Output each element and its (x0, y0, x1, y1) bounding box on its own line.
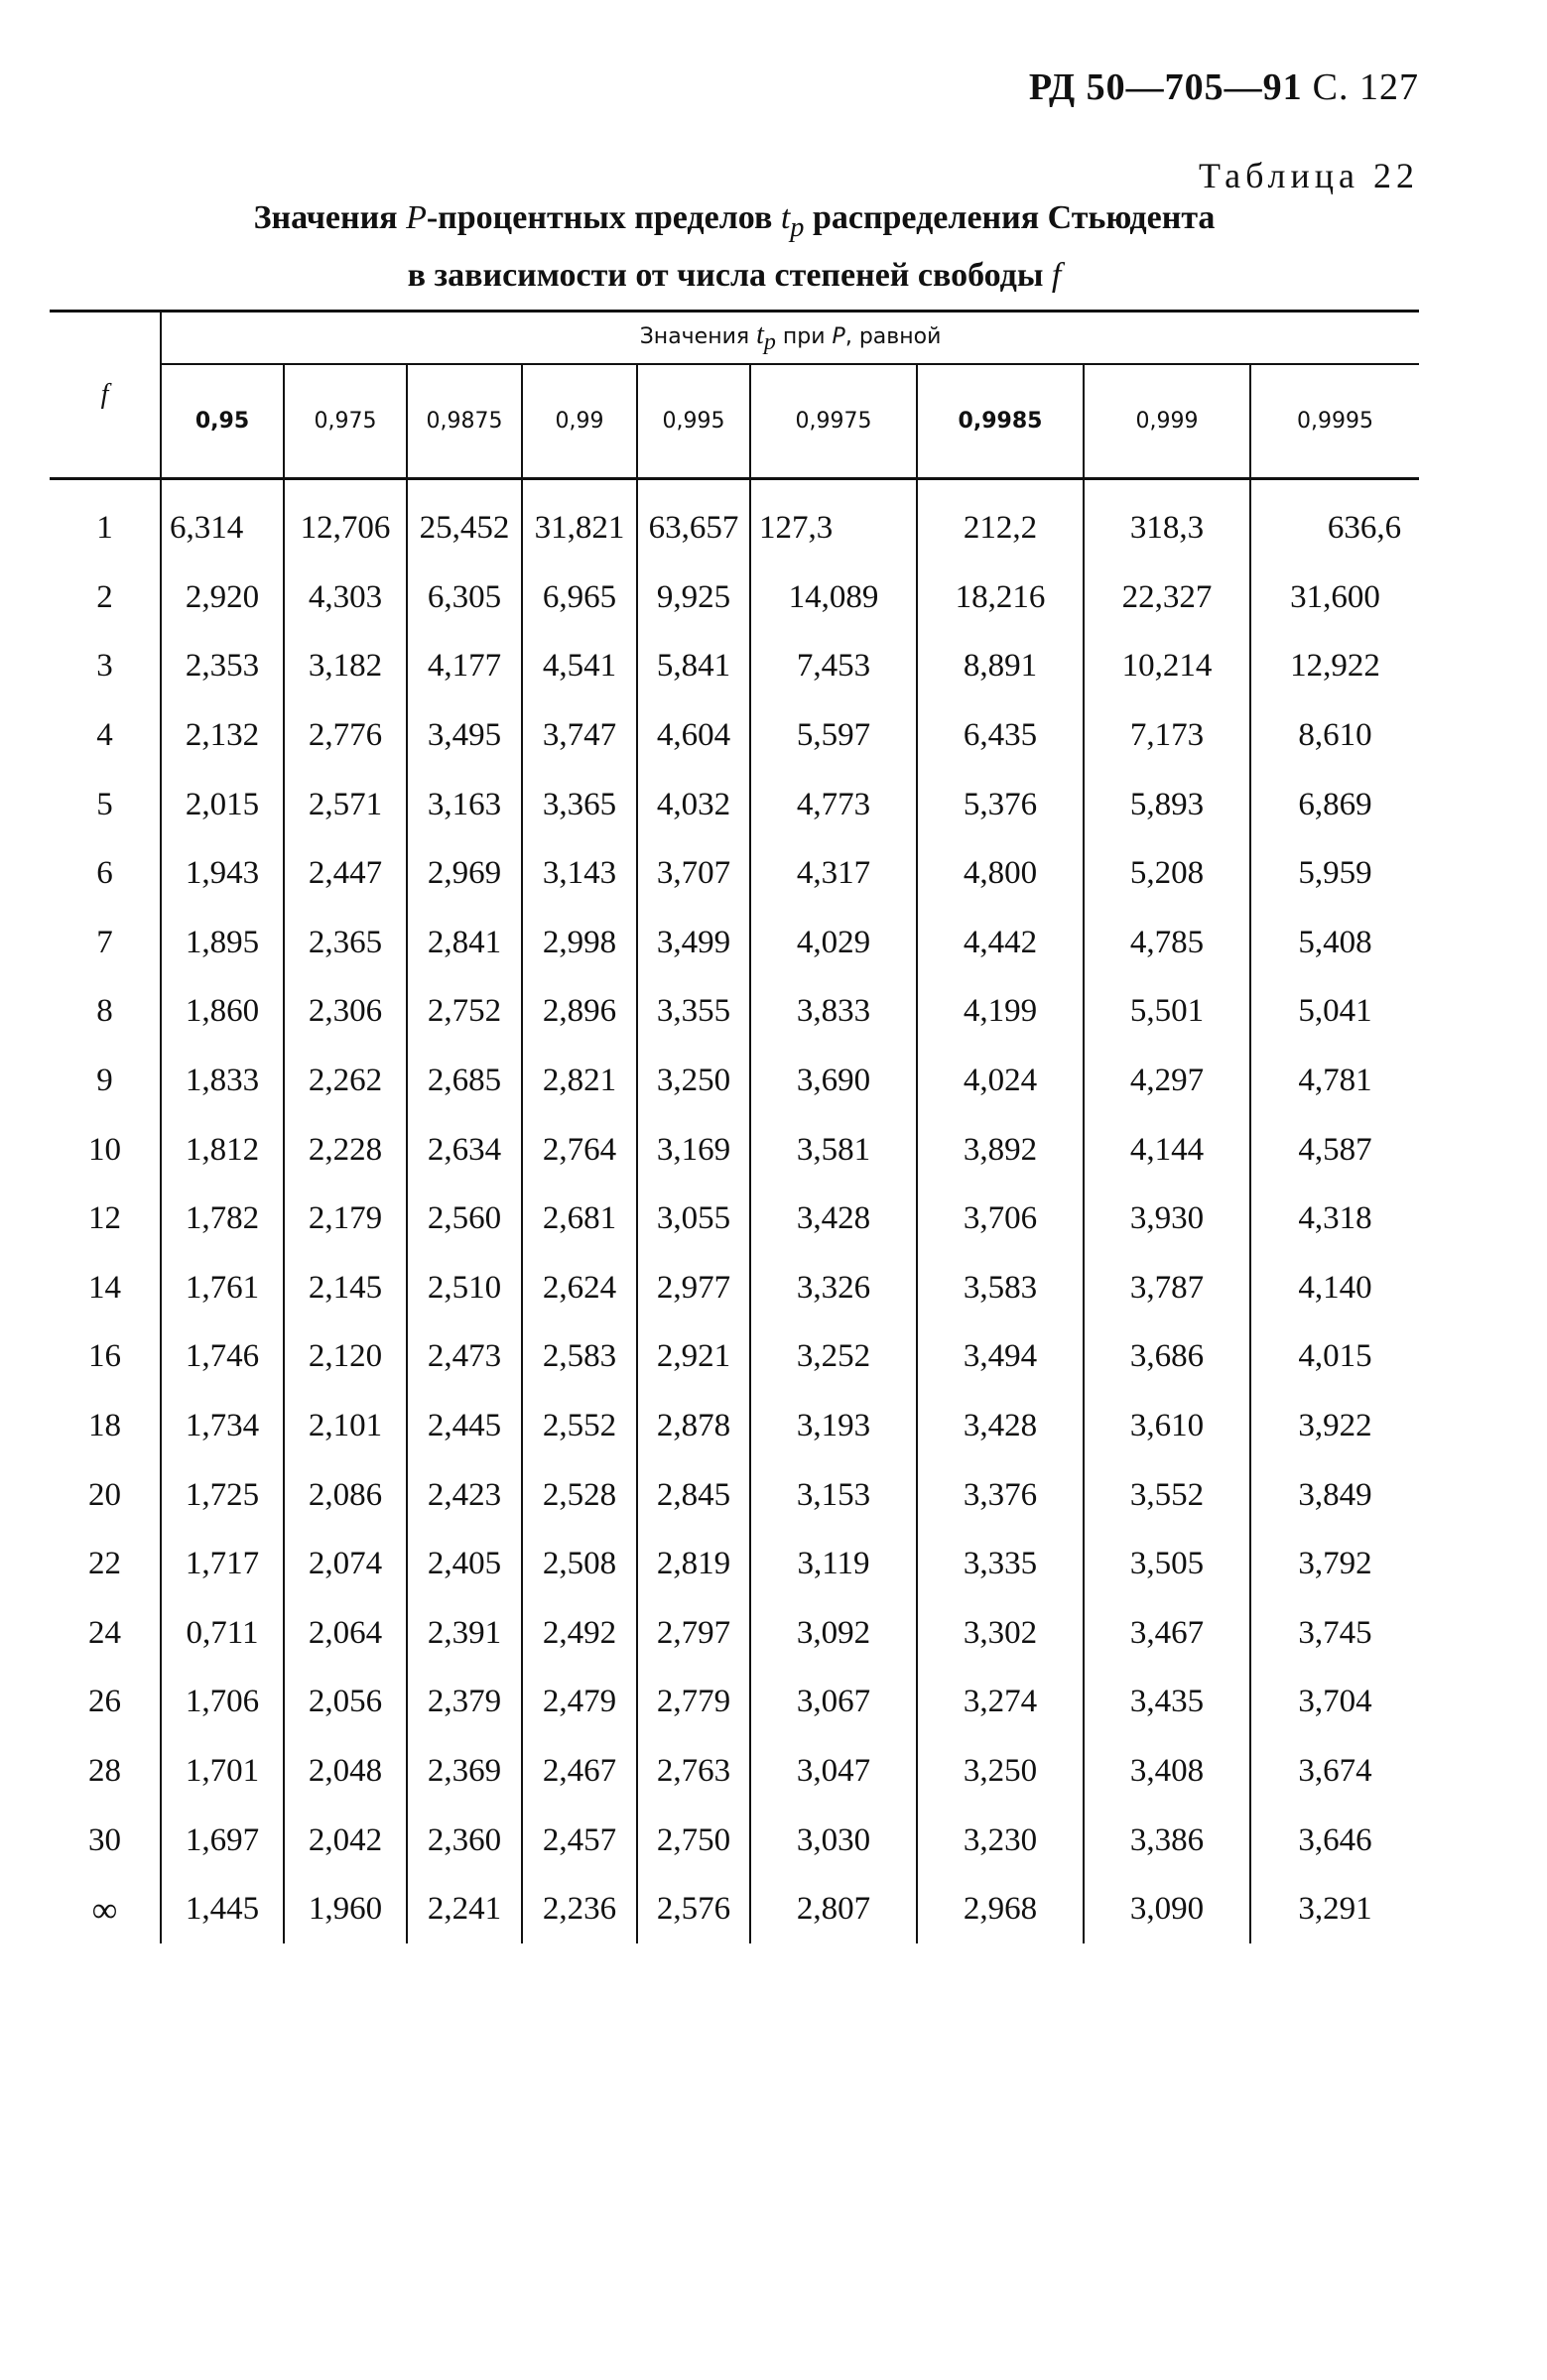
value-cell: 2,776 (284, 701, 407, 771)
value-cell: 2,074 (284, 1530, 407, 1599)
value-cell: 2,479 (522, 1668, 637, 1737)
degrees-of-freedom-cell: 6 (50, 839, 161, 909)
value-cell: 2,968 (917, 1875, 1084, 1944)
value-cell: 31,600 (1250, 564, 1419, 633)
value-cell: 2,236 (522, 1875, 637, 1944)
value-cell: 3,690 (750, 1047, 917, 1116)
value-cell: 9,925 (637, 564, 750, 633)
column-header-p: 0,975 (284, 364, 407, 479)
value-cell: 2,528 (522, 1460, 637, 1530)
caption-line-2 (149, 252, 1320, 300)
value-cell: 2,571 (284, 770, 407, 839)
table-row (50, 770, 1419, 839)
value-cell: 3,030 (750, 1806, 917, 1875)
value-cell: 2,241 (407, 1875, 522, 1944)
degrees-of-freedom-cell: 4 (50, 701, 161, 771)
value-cell: 3,707 (637, 839, 750, 909)
value-cell: 4,144 (1084, 1115, 1250, 1185)
value-cell: 3,291 (1250, 1875, 1419, 1944)
value-cell: 63,657 (637, 479, 750, 564)
table-row (50, 977, 1419, 1047)
value-cell: 3,090 (1084, 1875, 1250, 1944)
table-row (50, 1599, 1419, 1669)
value-cell: 2,576 (637, 1875, 750, 1944)
value-cell: 3,355 (637, 977, 750, 1047)
value-cell: 212,2 (917, 479, 1084, 564)
value-cell: 3,745 (1250, 1599, 1419, 1669)
degrees-of-freedom-cell: 14 (50, 1254, 161, 1323)
value-cell: 4,029 (750, 909, 917, 978)
value-cell: 2,763 (637, 1737, 750, 1807)
column-header-p: 0,95 (161, 364, 284, 479)
caption-text: -процентных пределов (426, 199, 781, 236)
value-cell: 1,701 (161, 1737, 284, 1807)
column-header-p: 0,9875 (407, 364, 522, 479)
value-cell: 0,711 (161, 1599, 284, 1669)
value-cell: 5,501 (1084, 977, 1250, 1047)
value-cell: 2,042 (284, 1806, 407, 1875)
value-cell: 4,781 (1250, 1047, 1419, 1116)
value-cell: 1,445 (161, 1875, 284, 1944)
value-cell: 4,199 (917, 977, 1084, 1047)
value-cell: 3,169 (637, 1115, 750, 1185)
value-cell: 22,327 (1084, 564, 1250, 633)
value-cell: 3,849 (1250, 1460, 1419, 1530)
value-cell: 3,892 (917, 1115, 1084, 1185)
value-cell: 3,428 (917, 1392, 1084, 1461)
value-cell: 636,6 (1250, 479, 1419, 564)
degrees-of-freedom-cell: 12 (50, 1185, 161, 1254)
value-cell: 3,552 (1084, 1460, 1250, 1530)
degrees-of-freedom-cell: 16 (50, 1322, 161, 1392)
column-header-f: f (50, 312, 161, 479)
column-header-p: 0,99 (522, 364, 637, 479)
value-cell: 3,274 (917, 1668, 1084, 1737)
value-cell: 3,386 (1084, 1806, 1250, 1875)
value-cell: 12,922 (1250, 632, 1419, 701)
value-cell: 3,376 (917, 1460, 1084, 1530)
value-cell: 1,960 (284, 1875, 407, 1944)
caption-text: Значения (253, 199, 407, 236)
value-cell: 3,193 (750, 1392, 917, 1461)
value-cell: 5,959 (1250, 839, 1419, 909)
value-cell: 4,303 (284, 564, 407, 633)
caption-var-p: P (406, 199, 427, 236)
value-cell: 1,697 (161, 1806, 284, 1875)
degrees-of-freedom-cell: 9 (50, 1047, 161, 1116)
table-body (50, 479, 1419, 1944)
table-row (50, 1322, 1419, 1392)
page-number: С. 127 (1312, 66, 1419, 108)
value-cell: 2,921 (637, 1322, 750, 1392)
value-cell: 2,807 (750, 1875, 917, 1944)
value-cell: 2,447 (284, 839, 407, 909)
group-header-text: при (775, 324, 833, 350)
table-row (50, 1460, 1419, 1530)
column-header-p: 0,9995 (1250, 364, 1419, 479)
value-cell: 2,015 (161, 770, 284, 839)
value-cell: 2,752 (407, 977, 522, 1047)
value-cell: 3,302 (917, 1599, 1084, 1669)
value-cell: 1,943 (161, 839, 284, 909)
value-cell: 3,252 (750, 1322, 917, 1392)
value-cell: 3,505 (1084, 1530, 1250, 1599)
degrees-of-freedom-cell: 28 (50, 1737, 161, 1807)
table-row (50, 839, 1419, 909)
value-cell: 2,228 (284, 1115, 407, 1185)
table-row (50, 1254, 1419, 1323)
value-cell: 3,922 (1250, 1392, 1419, 1461)
value-cell: 4,177 (407, 632, 522, 701)
degrees-of-freedom-cell: 18 (50, 1392, 161, 1461)
value-cell: 4,442 (917, 909, 1084, 978)
column-header-p: 0,995 (637, 364, 750, 479)
table-row (50, 909, 1419, 978)
value-cell: 2,583 (522, 1322, 637, 1392)
caption-var-f: f (1051, 256, 1062, 294)
value-cell: 7,173 (1084, 701, 1250, 771)
value-cell: 3,706 (917, 1185, 1084, 1254)
value-cell: 2,510 (407, 1254, 522, 1323)
value-cell: 3,435 (1084, 1668, 1250, 1737)
degrees-of-freedom-cell: 26 (50, 1668, 161, 1737)
degrees-of-freedom-cell: 20 (50, 1460, 161, 1530)
value-cell: 3,182 (284, 632, 407, 701)
degrees-of-freedom-cell: 8 (50, 977, 161, 1047)
value-cell: 3,930 (1084, 1185, 1250, 1254)
value-cell: 3,408 (1084, 1737, 1250, 1807)
value-cell: 1,860 (161, 977, 284, 1047)
value-cell: 2,120 (284, 1322, 407, 1392)
group-header-text: Значения (639, 324, 757, 350)
table-row (50, 1185, 1419, 1254)
value-cell: 3,495 (407, 701, 522, 771)
value-cell: 4,773 (750, 770, 917, 839)
value-cell: 2,969 (407, 839, 522, 909)
table-row (50, 1530, 1419, 1599)
column-header-p: 0,999 (1084, 364, 1250, 479)
value-cell: 3,494 (917, 1322, 1084, 1392)
value-cell: 3,833 (750, 977, 917, 1047)
table-row (50, 632, 1419, 701)
value-cell: 3,250 (637, 1047, 750, 1116)
value-cell: 3,792 (1250, 1530, 1419, 1599)
caption-var-t: t (780, 199, 791, 236)
value-cell: 4,032 (637, 770, 750, 839)
table-row (50, 564, 1419, 633)
degrees-of-freedom-cell: 5 (50, 770, 161, 839)
value-cell: 2,179 (284, 1185, 407, 1254)
value-cell: 3,153 (750, 1460, 917, 1530)
value-cell: 4,318 (1250, 1185, 1419, 1254)
degrees-of-freedom-cell: 10 (50, 1115, 161, 1185)
value-cell: 2,560 (407, 1185, 522, 1254)
value-cell: 2,920 (161, 564, 284, 633)
table-row (50, 1875, 1419, 1944)
value-cell: 2,977 (637, 1254, 750, 1323)
caption-text: в зависимости от числа степеней свободы (407, 256, 1052, 294)
value-cell: 18,216 (917, 564, 1084, 633)
value-cell: 2,634 (407, 1115, 522, 1185)
value-cell: 5,208 (1084, 839, 1250, 909)
column-header-p: 0,9975 (750, 364, 917, 479)
value-cell: 2,132 (161, 701, 284, 771)
table-row (50, 1392, 1419, 1461)
value-cell: 2,841 (407, 909, 522, 978)
table-number-label: Таблица 22 (1199, 156, 1419, 195)
value-cell: 2,764 (522, 1115, 637, 1185)
value-cell: 3,704 (1250, 1668, 1419, 1737)
value-cell: 318,3 (1084, 479, 1250, 564)
value-cell: 3,055 (637, 1185, 750, 1254)
value-cell: 2,998 (522, 909, 637, 978)
value-cell: 1,833 (161, 1047, 284, 1116)
degrees-of-freedom-cell: 30 (50, 1806, 161, 1875)
value-cell: 10,214 (1084, 632, 1250, 701)
value-cell: 12,706 (284, 479, 407, 564)
value-cell: 2,048 (284, 1737, 407, 1807)
table-caption (149, 194, 1320, 300)
value-cell: 14,089 (750, 564, 917, 633)
value-cell: 2,457 (522, 1806, 637, 1875)
value-cell: 3,326 (750, 1254, 917, 1323)
value-cell: 4,785 (1084, 909, 1250, 978)
value-cell: 4,140 (1250, 1254, 1419, 1323)
value-cell: 5,408 (1250, 909, 1419, 978)
value-cell: 2,473 (407, 1322, 522, 1392)
value-cell: 4,587 (1250, 1115, 1419, 1185)
document-code: РД 50—705—91 (1028, 66, 1303, 108)
value-cell: 1,725 (161, 1460, 284, 1530)
value-cell: 4,541 (522, 632, 637, 701)
value-cell: 2,821 (522, 1047, 637, 1116)
value-cell: 2,262 (284, 1047, 407, 1116)
value-cell: 2,779 (637, 1668, 750, 1737)
value-cell: 1,717 (161, 1530, 284, 1599)
value-cell: 5,376 (917, 770, 1084, 839)
value-cell: 3,067 (750, 1668, 917, 1737)
value-cell: 3,230 (917, 1806, 1084, 1875)
value-cell: 1,734 (161, 1392, 284, 1461)
degrees-of-freedom-cell: 7 (50, 909, 161, 978)
value-cell: 2,819 (637, 1530, 750, 1599)
value-cell: 3,047 (750, 1737, 917, 1807)
value-cell: 1,706 (161, 1668, 284, 1737)
value-cell: 3,499 (637, 909, 750, 978)
caption-var-t-sub: p (790, 211, 805, 243)
value-cell: 2,101 (284, 1392, 407, 1461)
value-cell: 3,365 (522, 770, 637, 839)
value-cell: 5,841 (637, 632, 750, 701)
value-cell: 2,552 (522, 1392, 637, 1461)
degrees-of-freedom-cell: 2 (50, 564, 161, 633)
value-cell: 4,800 (917, 839, 1084, 909)
value-cell: 1,895 (161, 909, 284, 978)
value-cell: 2,624 (522, 1254, 637, 1323)
value-cell: 2,423 (407, 1460, 522, 1530)
degrees-of-freedom-cell: ∞ (50, 1875, 161, 1944)
degrees-of-freedom-cell: 24 (50, 1599, 161, 1669)
value-cell: 2,445 (407, 1392, 522, 1461)
value-cell: 2,492 (522, 1599, 637, 1669)
value-cell: 1,746 (161, 1322, 284, 1392)
value-cell: 127,3 (750, 479, 917, 564)
value-cell: 4,604 (637, 701, 750, 771)
value-cell: 3,686 (1084, 1322, 1250, 1392)
column-header-p: 0,9985 (917, 364, 1084, 479)
group-header-var-t-sub: p (763, 328, 776, 355)
value-cell: 3,163 (407, 770, 522, 839)
value-cell: 4,297 (1084, 1047, 1250, 1116)
value-cell: 2,878 (637, 1392, 750, 1461)
value-cell: 2,896 (522, 977, 637, 1047)
running-header (982, 65, 1419, 109)
value-cell: 1,812 (161, 1115, 284, 1185)
value-cell: 5,893 (1084, 770, 1250, 839)
value-cell: 2,360 (407, 1806, 522, 1875)
value-cell: 2,086 (284, 1460, 407, 1530)
value-cell: 25,452 (407, 479, 522, 564)
table-row (50, 1047, 1419, 1116)
value-cell: 4,024 (917, 1047, 1084, 1116)
table-row (50, 1668, 1419, 1737)
value-cell: 3,143 (522, 839, 637, 909)
value-cell: 1,761 (161, 1254, 284, 1323)
value-cell: 6,435 (917, 701, 1084, 771)
value-cell: 4,015 (1250, 1322, 1419, 1392)
value-cell: 3,335 (917, 1530, 1084, 1599)
value-cell: 3,747 (522, 701, 637, 771)
value-cell: 7,453 (750, 632, 917, 701)
degrees-of-freedom-cell: 3 (50, 632, 161, 701)
value-cell: 3,581 (750, 1115, 917, 1185)
value-cell: 6,965 (522, 564, 637, 633)
table-row (50, 479, 1419, 564)
value-cell: 2,353 (161, 632, 284, 701)
value-cell: 2,685 (407, 1047, 522, 1116)
value-cell: 3,119 (750, 1530, 917, 1599)
value-cell: 2,056 (284, 1668, 407, 1737)
caption-line-1 (149, 194, 1320, 252)
table-row (50, 1737, 1419, 1807)
p-values-header-row (50, 364, 1419, 479)
value-cell: 2,064 (284, 1599, 407, 1669)
value-cell: 4,317 (750, 839, 917, 909)
value-cell: 3,610 (1084, 1392, 1250, 1461)
value-cell: 2,391 (407, 1599, 522, 1669)
degrees-of-freedom-cell: 22 (50, 1530, 161, 1599)
value-cell: 3,467 (1084, 1599, 1250, 1669)
value-cell: 2,145 (284, 1254, 407, 1323)
value-cell: 2,306 (284, 977, 407, 1047)
value-cell: 6,314 (161, 479, 284, 564)
group-header-var-p: P (832, 324, 845, 350)
value-cell: 2,845 (637, 1460, 750, 1530)
caption-text: распределения Стьюдента (804, 199, 1216, 236)
value-cell: 31,821 (522, 479, 637, 564)
value-cell: 3,428 (750, 1185, 917, 1254)
group-header-text: , равной (844, 324, 942, 350)
value-cell: 2,797 (637, 1599, 750, 1669)
table-row (50, 1115, 1419, 1185)
value-cell: 2,750 (637, 1806, 750, 1875)
value-cell: 2,379 (407, 1668, 522, 1737)
value-cell: 2,508 (522, 1530, 637, 1599)
value-cell: 2,467 (522, 1737, 637, 1807)
value-cell: 2,365 (284, 909, 407, 978)
table-row (50, 1806, 1419, 1875)
value-cell: 2,405 (407, 1530, 522, 1599)
value-cell: 3,674 (1250, 1737, 1419, 1807)
value-cell: 3,092 (750, 1599, 917, 1669)
value-cell: 3,646 (1250, 1806, 1419, 1875)
value-cell: 8,891 (917, 632, 1084, 701)
value-cell: 1,782 (161, 1185, 284, 1254)
student-t-table (50, 310, 1419, 1943)
column-group-header (161, 312, 1419, 364)
value-cell: 2,681 (522, 1185, 637, 1254)
value-cell: 8,610 (1250, 701, 1419, 771)
value-cell: 3,250 (917, 1737, 1084, 1807)
group-header-var-t: t (756, 319, 764, 351)
value-cell: 6,869 (1250, 770, 1419, 839)
value-cell: 3,787 (1084, 1254, 1250, 1323)
degrees-of-freedom-cell: 1 (50, 479, 161, 564)
value-cell: 5,041 (1250, 977, 1419, 1047)
value-cell: 5,597 (750, 701, 917, 771)
value-cell: 2,369 (407, 1737, 522, 1807)
value-cell: 3,583 (917, 1254, 1084, 1323)
value-cell: 6,305 (407, 564, 522, 633)
table-row (50, 701, 1419, 771)
